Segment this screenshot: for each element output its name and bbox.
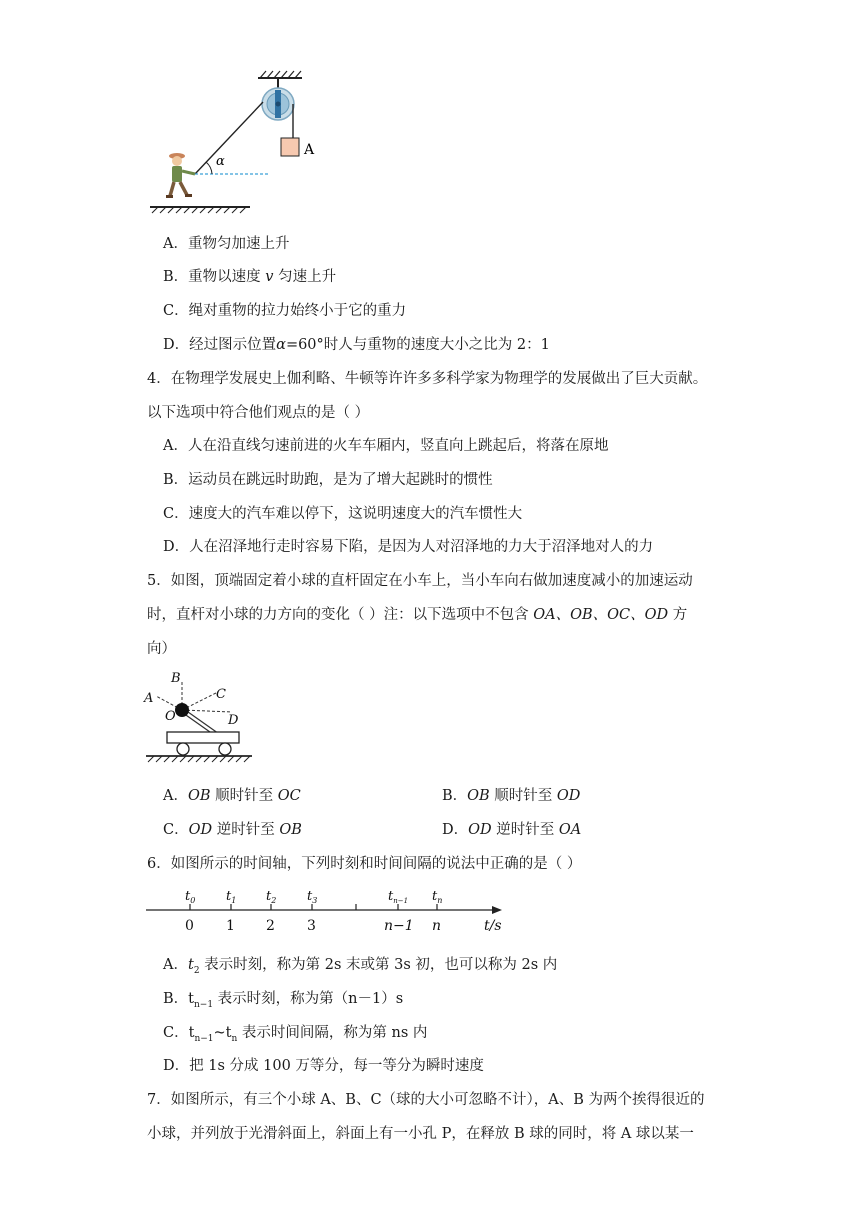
option-prefix: A． (163, 438, 188, 454)
option-text: =60°时人与重物的速度大小之比为 2：1 (285, 337, 550, 353)
stem-text: 方 (668, 607, 688, 623)
q5-option-a[interactable] (163, 784, 301, 805)
q4-option-b[interactable] (163, 468, 493, 489)
q3-option-a[interactable] (163, 232, 289, 253)
value-n-1: n−1 (384, 918, 414, 934)
q4-stem-line1: 4．在物理学发展史上伽利略、牛顿等许许多多科学家为物理学的发展做出了巨大贡献。 (147, 371, 708, 387)
option-variable: v (265, 269, 274, 285)
label-c: C (216, 687, 226, 702)
tn-1-label: $t_{n-1}$ (388, 889, 409, 905)
value-n: n (432, 918, 442, 934)
q6-option-c[interactable] (163, 1021, 427, 1044)
option-prefix: D． (163, 1058, 190, 1074)
q4-stem-line2: 以下选项中符合他们观点的是（ ） (147, 405, 370, 421)
q6-stem-line1: 6．如图所示的时间轴，下列时刻和时间间隔的说法中正确的是（ ） (147, 856, 582, 872)
option-text: 绳对重物的拉力始终小于它的重力 (188, 303, 407, 319)
tn-label: $t_n$ (432, 889, 443, 905)
label-o: O (165, 709, 176, 724)
q7-stem-line2: 小球，并列放于光滑斜面上，斜面上有一小孔 P，在释放 B 球的同时，将 A 球以某一 (147, 1126, 694, 1142)
value-1: 1 (226, 918, 235, 934)
q5-option-c[interactable] (163, 818, 302, 839)
q5-option-b[interactable] (442, 784, 580, 805)
q6-option-b[interactable] (163, 987, 403, 1010)
option-prefix: D． (163, 337, 190, 353)
cart-figure (140, 668, 260, 770)
option-text: 逆时针至 (212, 822, 280, 838)
option-text: ~t (213, 1025, 232, 1041)
label-a: A (144, 691, 154, 706)
q3-option-b[interactable] (163, 265, 336, 286)
option-variable: t (187, 957, 194, 973)
option-prefix: C． (163, 822, 189, 838)
option-text: 匀速上升 (273, 269, 337, 285)
option-variable: t (188, 991, 194, 1007)
option-text: 经过图示位置 (189, 337, 277, 353)
q6-option-d[interactable] (163, 1054, 484, 1075)
option-prefix: B． (163, 472, 189, 488)
option-prefix: D． (442, 822, 469, 838)
option-variable: OB (467, 788, 490, 804)
option-variable: OA (558, 822, 582, 838)
t2-label: $t_2$ (266, 889, 277, 905)
t0-label: $t_0$ (185, 889, 196, 905)
option-subscript: 2 (193, 965, 200, 976)
label-d: D (228, 713, 239, 728)
option-variable: OB (187, 788, 211, 804)
option-prefix: C． (163, 506, 189, 522)
value-0: 0 (185, 918, 194, 934)
axis-unit: t/s (484, 918, 502, 934)
angle-alpha-label: α (216, 154, 225, 169)
man-figure-icon (166, 153, 195, 198)
stem-text: 时，直杆对小球的力方向的变化（ ）注：以下选项中不包含 (147, 607, 534, 623)
option-text: 重物匀加速上升 (187, 236, 290, 252)
t3-label: $t_3$ (307, 889, 318, 905)
t1-label: $t_1$ (226, 889, 237, 905)
option-prefix: A． (163, 236, 188, 252)
option-text: 顺时针至 (210, 788, 278, 804)
q5-stem-line3: 向） (147, 641, 176, 657)
option-prefix: A． (163, 788, 188, 804)
option-text: 人在沼泽地行走时容易下陷，是因为人对沼泽地的力大于沼泽地对人的力 (189, 539, 654, 555)
q5-stem-line2 (147, 603, 687, 624)
option-variable: t (188, 1025, 195, 1041)
option-text: 逆时针至 (491, 822, 559, 838)
time-axis-figure (140, 880, 510, 938)
option-text: 人在沿直线匀速前进的火车车厢内，竖直向上跳起后，将落在原地 (187, 438, 609, 454)
option-text: 顺时针至 (489, 788, 557, 804)
q4-option-a[interactable] (163, 434, 608, 455)
option-text: 把 1s 分成 100 万等分，每一等分为瞬时速度 (189, 1058, 484, 1074)
q7-stem-line1: 7．如图所示，有三个小球 A、B、C（球的大小可忽略不计），A、B 为两个挨得很近的 (147, 1092, 705, 1108)
q3-option-c[interactable] (163, 299, 406, 320)
option-variable: OB (279, 822, 302, 838)
option-prefix: A． (163, 957, 188, 973)
option-variable: α (276, 337, 286, 353)
option-subscript: n−1 (194, 1033, 214, 1044)
option-text: 运动员在跳远时助跑，是为了增大起跳时的惯性 (188, 472, 493, 488)
option-text: 表示时刻，称为第（n－1）s (213, 991, 404, 1007)
q5-stem-line1: 5．如图，顶端固定着小球的直杆固定在小车上，当小车向右做加速度减小的加速运动 (147, 573, 693, 589)
q5-option-d[interactable] (442, 818, 581, 839)
q4-option-c[interactable] (163, 502, 522, 523)
block-a-label: A (304, 142, 315, 158)
option-prefix: B． (163, 991, 189, 1007)
stem-variables: OA、OB、OC、OD (533, 607, 669, 623)
option-subscript: n−1 (193, 999, 214, 1010)
q6-option-a[interactable] (163, 953, 557, 976)
option-text: 表示时间间隔，称为第 ns 内 (237, 1025, 428, 1041)
option-subscript: n (231, 1033, 238, 1044)
option-prefix: D． (163, 539, 190, 555)
value-3: 3 (307, 918, 316, 934)
q4-option-d[interactable] (163, 535, 653, 556)
option-prefix: C． (163, 303, 189, 319)
option-text: 速度大的汽车难以停下，这说明速度大的汽车惯性大 (188, 506, 523, 522)
label-b: B (171, 671, 181, 686)
option-variable: OC (277, 788, 301, 804)
option-prefix: B． (163, 269, 189, 285)
option-prefix: C． (163, 1025, 189, 1041)
q3-option-d[interactable] (163, 333, 550, 354)
option-text: 重物以速度 (188, 269, 266, 285)
value-2: 2 (266, 918, 275, 934)
pulley-figure (140, 70, 340, 215)
option-variable: OD (468, 822, 492, 838)
option-variable: OD (188, 822, 213, 838)
option-variable: OD (556, 788, 581, 804)
option-prefix: B． (442, 788, 468, 804)
option-text: 表示时刻，称为第 2s 末或第 3s 初，也可以称为 2s 内 (199, 957, 558, 973)
